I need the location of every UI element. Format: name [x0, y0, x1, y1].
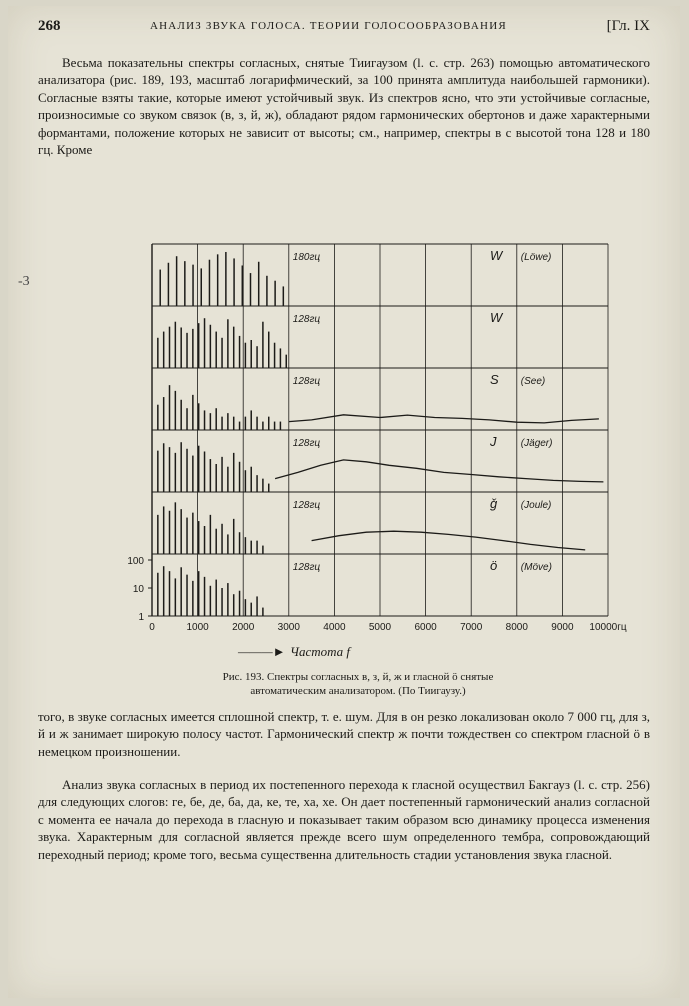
paragraph-noise: того, в звуке согласных имеется сплошной спектр, т. е. шум. Для в он резко локализован около 7 000 гц, для з, й и ж занимает широкую полосу частот. Гармонический спектр ж почти тождествен со спектром гласной ö в немецком произношении. — [38, 709, 650, 759]
word-label: (Jäger) — [520, 438, 553, 449]
y-tick-label: 1 — [138, 612, 144, 623]
y-tick-label: 100 — [127, 556, 144, 567]
y-tick-label: 10 — [132, 584, 144, 595]
page-number: 268 — [38, 18, 61, 34]
spectra-chart — [108, 240, 636, 640]
x-axis-title: Частота f — [290, 644, 351, 659]
consonant-symbol: J — [490, 434, 497, 449]
pitch-label: 128гц — [292, 562, 321, 573]
caption-line-2: автоматическим анализатором. (По Тиигаузу.) — [250, 685, 466, 697]
running-head — [38, 18, 650, 40]
word-label: (Joule) — [520, 500, 552, 511]
axis-title-row — [238, 644, 438, 662]
margin-mark: -3 — [18, 274, 30, 289]
consonant-symbol: W — [490, 310, 503, 325]
figure-caption — [118, 670, 598, 698]
pitch-label: 128гц — [292, 376, 321, 387]
pitch-label: 128гц — [292, 500, 321, 511]
chapter-marker: [Гл. IX — [606, 18, 650, 34]
x-tick-label: 0 — [149, 622, 155, 633]
consonant-symbol: S — [490, 372, 499, 387]
pitch-label: 180гц — [292, 252, 321, 263]
x-tick-label: 5000 — [368, 622, 392, 633]
x-tick-label: 9000 — [551, 622, 574, 633]
x-tick-label: 4000 — [323, 622, 346, 633]
consonant-symbol: ö — [490, 558, 498, 573]
paragraph-backhaus: Анализ звука согласных в период их постепенного перехода к гласной осуществил Бакгауз (l. c. стр. 256) для следующих слогов: ге, бе, де, ба, да, ке, те, ха, хе. Он дает постепенный гармонический анализ согласной с момента ее начала до перехода в гласную и показывает таким образом всю динамику процесса изменения звука. Характерным для согласной является прежде всего шум определенного тембра, сопровождающий переходный период; кроме того, весьма существенна длительность стадии установления звука гласной. — [38, 777, 650, 862]
arrow-icon: ———► — [238, 644, 286, 659]
x-tick-label: 2000 — [232, 622, 255, 633]
x-tick-label: 8000 — [505, 622, 528, 633]
paragraph-intro: Весьма показательны спектры согласных, снятые Тиигаузом (l. c. стр. 263) помощью автоматического анализатора (рис. 189, 193, масштаб логарифмический, за 100 принята амплитуда наибольшей гармоники). Согласные взяты такие, которые имеют устойчивый звук. Из спектров ясно, что эти устойчивые согласные, произносимые со звуком связок (в, з, й, ж), обладают рядом гармонических обертонов и даже характерными формантами, положение которых не зависит от высоты; см., например, спектры в с высотой тона 128 и 180 гц. Кроме — [38, 55, 650, 158]
word-label: (See) — [520, 376, 546, 387]
x-tick-label: 1000 — [186, 622, 209, 633]
pitch-label: 128гц — [292, 438, 321, 449]
consonant-symbol: ǧ — [490, 496, 498, 511]
word-label: (Möve) — [520, 562, 552, 573]
running-title: АНАЛИЗ ЗВУКА ГОЛОСА. ТЕОРИИ ГОЛОСООБРАЗОВАНИЯ — [150, 20, 507, 32]
noise-curve — [289, 415, 599, 423]
consonant-symbol: W — [490, 248, 503, 263]
x-tick-label: 7000 — [460, 622, 483, 633]
x-tick-label: 3000 — [277, 622, 300, 633]
figure-193 — [108, 240, 636, 660]
book-page — [8, 6, 680, 998]
noise-curve — [312, 531, 586, 550]
x-tick-label: 6000 — [414, 622, 437, 633]
x-tick-label: 10000гц — [589, 622, 627, 633]
pitch-label: 128гц — [292, 314, 321, 325]
word-label: (Löwe) — [520, 252, 552, 263]
noise-curve — [275, 460, 603, 482]
caption-line-1: Рис. 193. Спектры согласных в, з, й, ж и гласной ö снятые — [222, 671, 494, 683]
